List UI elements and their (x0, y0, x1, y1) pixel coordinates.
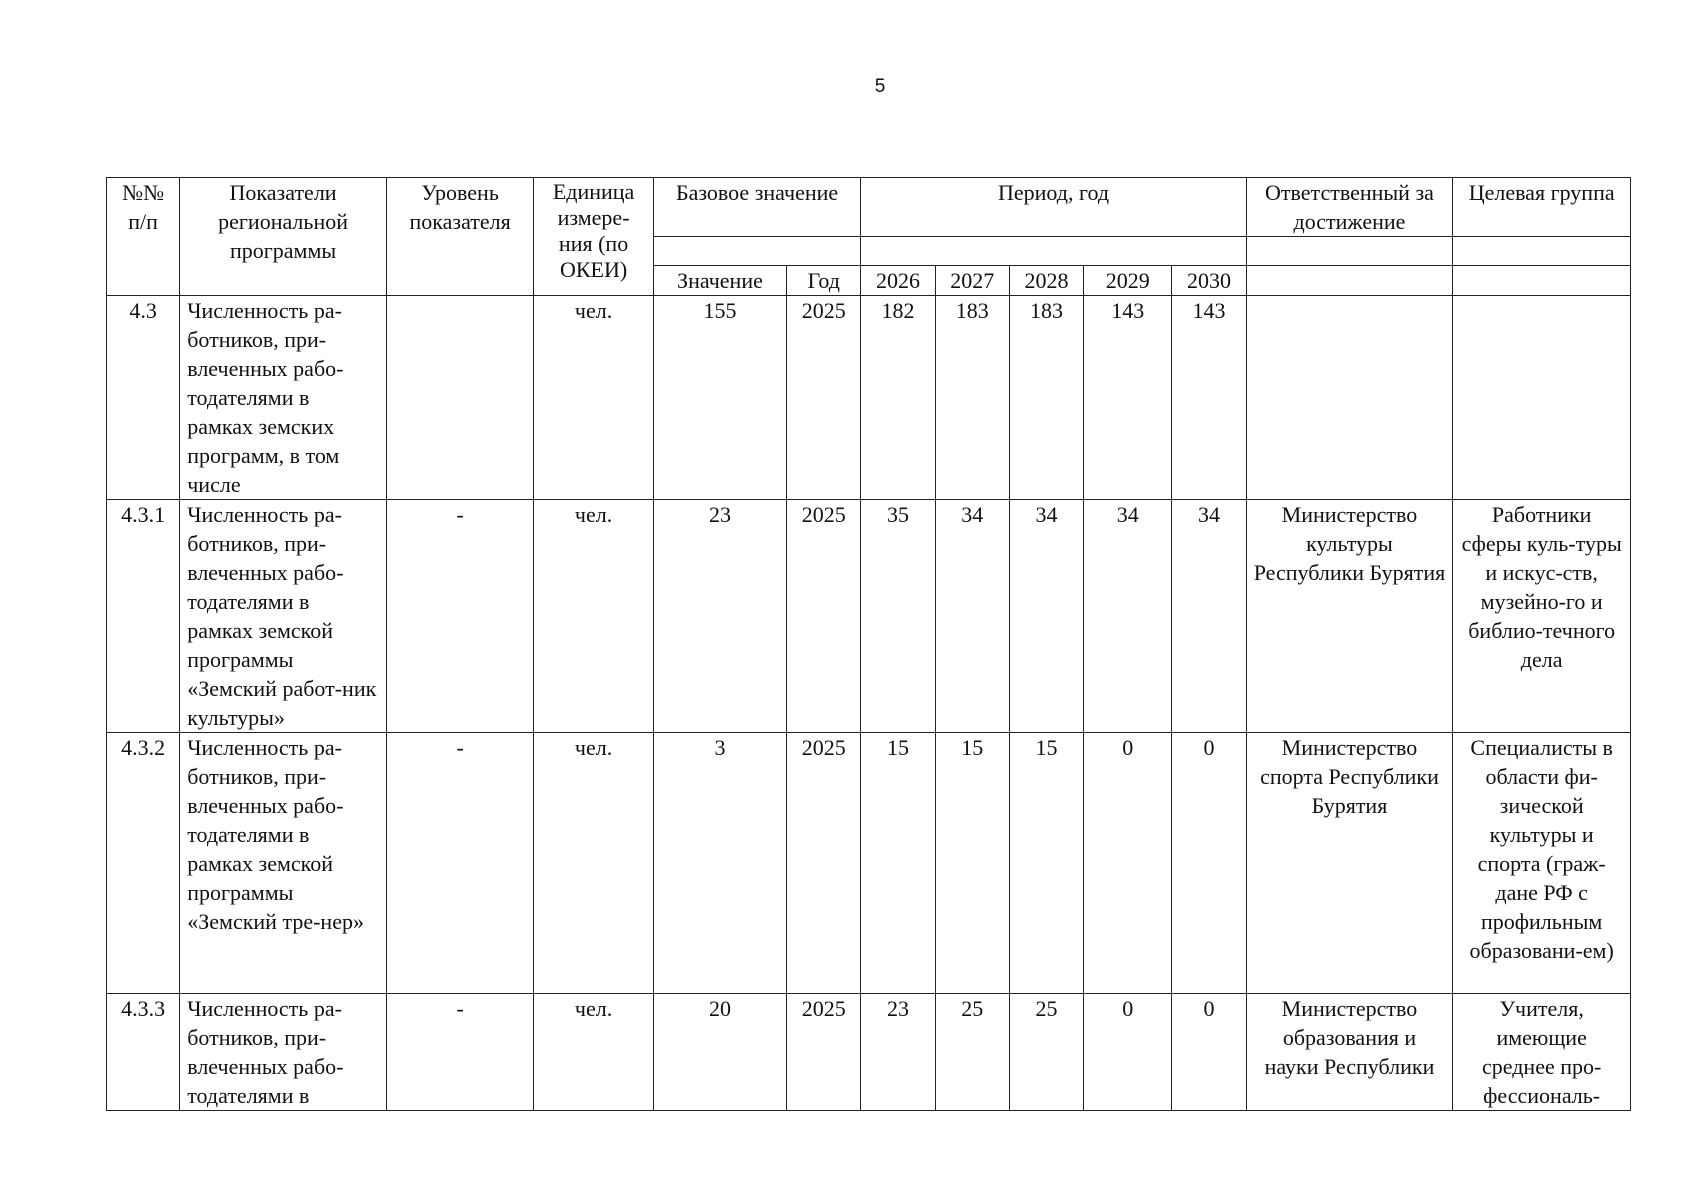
row-value-2029: 34 (1084, 500, 1172, 733)
row-value-2028: 183 (1009, 296, 1083, 500)
row-base-year: 2025 (787, 296, 861, 500)
row-indicator: Численность ра-ботников, при-влеченных рабо-тодателями в рамках земской программы «Земский работ-ник культуры» (180, 500, 387, 733)
row-target (1453, 296, 1631, 500)
header-spacer-period (861, 237, 1246, 266)
header-year-2029: 2029 (1084, 266, 1172, 296)
row-value-2026: 23 (861, 994, 935, 1111)
header-num: №№ п/п (107, 178, 180, 296)
row-indicator: Численность ра-ботников, при-влеченных рабо-тодателями в рамках земских программ, в том числе (180, 296, 387, 500)
header-spacer-responsible (1246, 237, 1453, 266)
row-value-2028: 15 (1009, 733, 1083, 994)
table-row (107, 733, 1631, 994)
row-base-year: 2025 (787, 994, 861, 1111)
row-base-year: 2025 (787, 733, 861, 994)
header-row-1 (107, 178, 1631, 237)
row-value-2027: 15 (935, 733, 1009, 994)
row-unit: чел. (534, 296, 653, 500)
row-responsible: Министерство спорта Республики Бурятия (1246, 733, 1453, 994)
header-spacer-target (1453, 237, 1631, 266)
indicators-table (106, 177, 1631, 1111)
row-level: - (386, 994, 533, 1111)
row-num: 4.3.3 (107, 994, 180, 1111)
header-base: Базовое значение (653, 178, 861, 237)
row-responsible: Министерство образования и науки Республики (1246, 994, 1453, 1111)
row-num: 4.3.2 (107, 733, 180, 994)
row-target: Работники сферы куль-туры и искус-ств, музейно-го и библио-течного дела (1453, 500, 1631, 733)
row-unit: чел. (534, 733, 653, 994)
row-indicator: Численность ра-ботников, при-влеченных рабо-тодателями в (180, 994, 387, 1111)
row-unit: чел. (534, 500, 653, 733)
header-level: Уровень показателя (386, 178, 533, 296)
page-number: 5 (874, 76, 886, 97)
row-num: 4.3.1 (107, 500, 180, 733)
row-unit: чел. (534, 994, 653, 1111)
row-base-value: 3 (653, 733, 786, 994)
header-base-value: Значение (653, 266, 786, 296)
row-value-2029: 0 (1084, 994, 1172, 1111)
header-year-2028: 2028 (1009, 266, 1083, 296)
header-year-2030: 2030 (1172, 266, 1246, 296)
row-value-2026: 35 (861, 500, 935, 733)
row-value-2027: 34 (935, 500, 1009, 733)
header-blank-responsible (1246, 266, 1453, 296)
row-level: - (386, 500, 533, 733)
row-base-year: 2025 (787, 500, 861, 733)
header-spacer-base (653, 237, 861, 266)
header-indicator: Показатели региональной программы (180, 178, 387, 296)
header-year-2027: 2027 (935, 266, 1009, 296)
row-value-2030: 143 (1172, 296, 1246, 500)
row-indicator: Численность ра-ботников, при-влеченных рабо-тодателями в рамках земской программы «Земский тре-нер» (180, 733, 387, 994)
table-row (107, 500, 1631, 733)
row-base-value: 20 (653, 994, 786, 1111)
header-responsible: Ответственный за достижение (1246, 178, 1453, 237)
row-value-2028: 34 (1009, 500, 1083, 733)
table-row (107, 994, 1631, 1111)
row-value-2030: 0 (1172, 994, 1246, 1111)
header-blank-target (1453, 266, 1631, 296)
row-value-2029: 0 (1084, 733, 1172, 994)
row-value-2030: 0 (1172, 733, 1246, 994)
row-level (386, 296, 533, 500)
row-value-2026: 15 (861, 733, 935, 994)
row-responsible: Министерство культуры Республики Бурятия (1246, 500, 1453, 733)
row-level: - (386, 733, 533, 994)
header-target: Целевая группа (1453, 178, 1631, 237)
row-value-2026: 182 (861, 296, 935, 500)
row-value-2030: 34 (1172, 500, 1246, 733)
row-num: 4.3 (107, 296, 180, 500)
row-value-2027: 183 (935, 296, 1009, 500)
table-row (107, 296, 1631, 500)
row-base-value: 155 (653, 296, 786, 500)
row-base-value: 23 (653, 500, 786, 733)
header-year-2026: 2026 (861, 266, 935, 296)
row-value-2027: 25 (935, 994, 1009, 1111)
row-responsible (1246, 296, 1453, 500)
header-unit: Единица измере-ния (по ОКЕИ) (534, 178, 653, 296)
row-value-2029: 143 (1084, 296, 1172, 500)
row-target: Учителя, имеющие среднее про-фессиональ- (1453, 994, 1631, 1111)
header-base-year: Год (787, 266, 861, 296)
row-value-2028: 25 (1009, 994, 1083, 1111)
header-period: Период, год (861, 178, 1246, 237)
row-target: Специалисты в области фи-зической культуры и спорта (граж-дане РФ с профильным образовани-ем) (1453, 733, 1631, 994)
